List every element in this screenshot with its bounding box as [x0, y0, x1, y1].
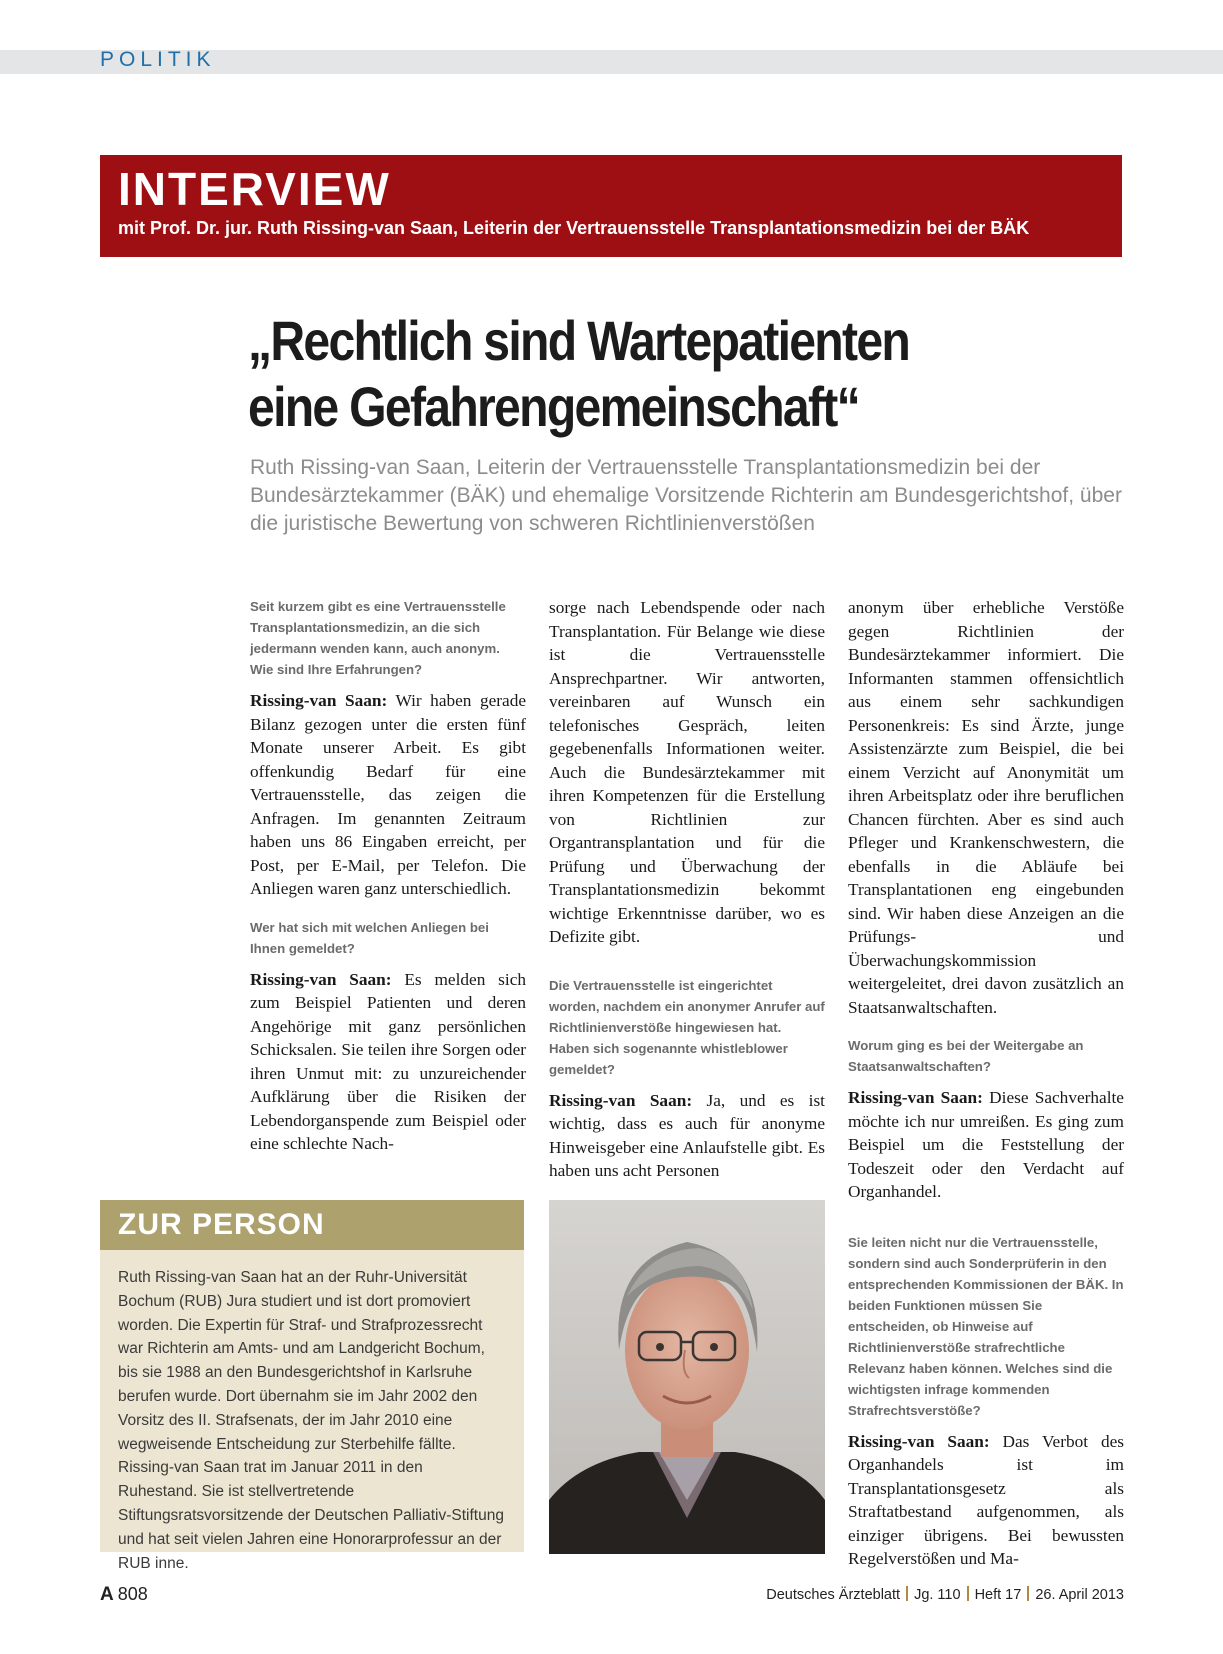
issue: Heft 17 [974, 1587, 1022, 1603]
text-column-1 [250, 596, 526, 1172]
headline-line-1: „Rechtlich sind Wartepatienten [248, 309, 910, 372]
question-4: Worum ging es bei der Weitergabe an Staatsanwaltschaften? [848, 1038, 1084, 1074]
interview-banner [100, 155, 1122, 257]
answer-3-text: Ja, und es ist wichtig, dass es auch für anonyme Hinweisgeber eine Anlaufstelle gibt. Es haben uns acht Personen [549, 1090, 825, 1180]
answer-2-text: Es melden sich zum Beispiel Patienten und deren Angehörige mit ganz persönlichen Schicksalen. Sie teilen ihre Sorgen oder ihren Unmut mit: zu unzureichender Aufklärung über die Risiken der Lebendorganspende zum Beispiel oder eine schlechte Nach- [250, 969, 526, 1153]
answer-4 [848, 1086, 1124, 1204]
about-person-title: ZUR PERSON [100, 1200, 524, 1250]
speaker-label: Rissing-van Saan: [250, 691, 388, 710]
about-person-text: Ruth Rissing-van Saan hat an der Ruhr-Universität Bochum (RUB) Jura studiert und ist dort promoviert worden. Die Expertin für Straf- und Strafprozessrecht war Richterin am Amts- und am Landgericht Bochum, bis sie 1988 an den Bundesgerichtshof in Karlsruhe berufen wurde. Dort übernahm sie im Jahr 2002 den Vorsitz des II. Strafsenats, der im Jahr 2010 eine wegweisende Entscheidung zur Sterbehilfe fällte. Rissing-van Saan trat im Januar 2011 in den Ruhestand. Sie ist stellvertretende Stiftungsratsvorsitzende der Deutschen Palliativ-Stiftung und hat seit vielen Jahren eine Honorarprofessur an der RUB inne. [118, 1269, 504, 1572]
volume: Jg. 110 [914, 1587, 961, 1603]
page-prefix: A [100, 1584, 114, 1605]
answer-1 [250, 689, 526, 901]
page-number [100, 1584, 148, 1606]
answer-1-text: Wir haben gerade Bilanz gezogen unter die ersten fünf Monate unserer Arbeit. Es gibt offenkundig Bedarf für eine Vertrauensstelle, das zeigen die Anfragen. Im genannten Zeitraum haben uns 86 Eingaben erreicht, per Post, per E-Mail, per Telefon. Die Anliegen waren ganz unterschiedlich. [250, 691, 527, 898]
question-3: Die Vertrauensstelle ist eingerichtet worden, nachdem ein anonymer Anrufer auf Richtlinienverstöße hingewiesen hat. Haben sich sogenannte whistleblower gemeldet? [549, 977, 825, 1077]
answer-2-continued: sorge nach Lebendspende oder nach Transplantation. Für Belange wie diese ist die Vertrauensstelle Ansprechpartner. Wir antworten, vereinbaren auf Wunsch ein telefonisches Gespräch, leiten gegebenenfalls Informationen weiter. Auch die Bundesärztekammer mit ihren Kompetenzen für die Erstellung von Richtlinien zur Organtransplantation und für die Prüfung und Überwachung der Transplantationsmedizin bekommt wichtige Erkenntnisse darüber, wo es Defizite gibt. [549, 598, 825, 946]
text-column-2 [549, 596, 825, 1199]
text-column-3 [848, 596, 1124, 1587]
portrait-photo [549, 1200, 825, 1554]
divider [1027, 1586, 1029, 1601]
speaker-label: Rissing-van Saan: [848, 1088, 983, 1107]
question-5: Sie leiten nicht nur die Vertrauensstelle, sondern sind auch Sonderprüferin in den entsprechenden Kommissionen der BÄK. In beiden Funktionen müssen Sie entscheiden, ob Hinweise auf Richtlinienverstöße strafrechtliche Relevanz haben können. Welches sind die wichtigsten infrage kommenden Strafrechtsverstöße? [848, 1234, 1124, 1418]
divider [906, 1586, 908, 1601]
publication-info [766, 1586, 1124, 1603]
divider [967, 1586, 969, 1601]
banner-subtitle: mit Prof. Dr. jur. Ruth Rissing-van Saan, Leiterin der Vertrauensstelle Transplantationsmedizin bei der BÄK [118, 218, 1030, 238]
speaker-label: Rissing-van Saan: [549, 1090, 693, 1110]
answer-3 [549, 1089, 825, 1183]
journal-name: Deutsches Ärzteblatt [766, 1587, 901, 1603]
about-person-box [100, 1200, 524, 1572]
headline-line-2: eine Gefahrengemeinschaft“ [248, 375, 859, 438]
speaker-label: Rissing-van Saan: [250, 969, 392, 989]
article-headline [248, 308, 988, 440]
answer-5-text: Das Verbot des Organhandels ist im Transplantationsgesetz als Straftatbestand aufgenommen, als einziger übrigens. Bei bewussten Regelverstößen und Ma- [848, 1431, 1124, 1568]
answer-2 [250, 968, 526, 1156]
question-2: Wer hat sich mit welchen Anliegen bei Ihnen gemeldet? [250, 919, 489, 956]
speaker-label: Rissing-van Saan: [848, 1431, 990, 1451]
banner-title: INTERVIEW [118, 163, 391, 215]
answer-5 [848, 1430, 1124, 1571]
portrait-illustration [549, 1200, 825, 1554]
section-label: POLITIK [100, 48, 216, 71]
issue-date: 26. April 2013 [1035, 1587, 1124, 1603]
answer-3-continued: anonym über erhebliche Verstöße gegen Richtlinien der Bundesärztekammer informiert. Die Informanten stammen offensichtlich aus einem sehr sachkundigen Personenkreis: Es sind Ärzte, junge Assistenzärzte zum Beispiel, die bei einem Verzicht auf Anonymität um ihren Arbeitsplatz oder ihre beruflichen Chancen fürchten. Aber es sind auch Pfleger und Krankenschwestern, die ebenfalls in die Abläufe bei Transplantationen eng eingebunden sind. Wir haben diese Anzeigen an die Prüfungs- und Überwachungskommission weitergeleitet, drei davon zusätzlich an Staatsanwaltschaften. [848, 598, 1124, 1017]
article-lead: Ruth Rissing-van Saan, Leiterin der Vertrauensstelle Transplantationsmedizin bei der Bundesärztekammer (BÄK) und ehemalige Vorsitzende Richterin am Bundesgerichtshof, über die juristische Bewertung von schweren Richtlinienverstößen [250, 456, 1122, 535]
answer-4-text: Diese Sachverhalte möchte ich nur umreißen. Es ging zum Beispiel um die Feststellung der Todeszeit oder den Verdacht auf Organhandel. [848, 1088, 1124, 1201]
page-footer [0, 1584, 1223, 1614]
page-number-value: 808 [117, 1584, 148, 1604]
question-1: Seit kurzem gibt es eine Vertrauensstelle Transplantationsmedizin, an die sich jedermann wenden kann, auch anonym. Wie sind Ihre Erfahrungen? [250, 599, 506, 677]
